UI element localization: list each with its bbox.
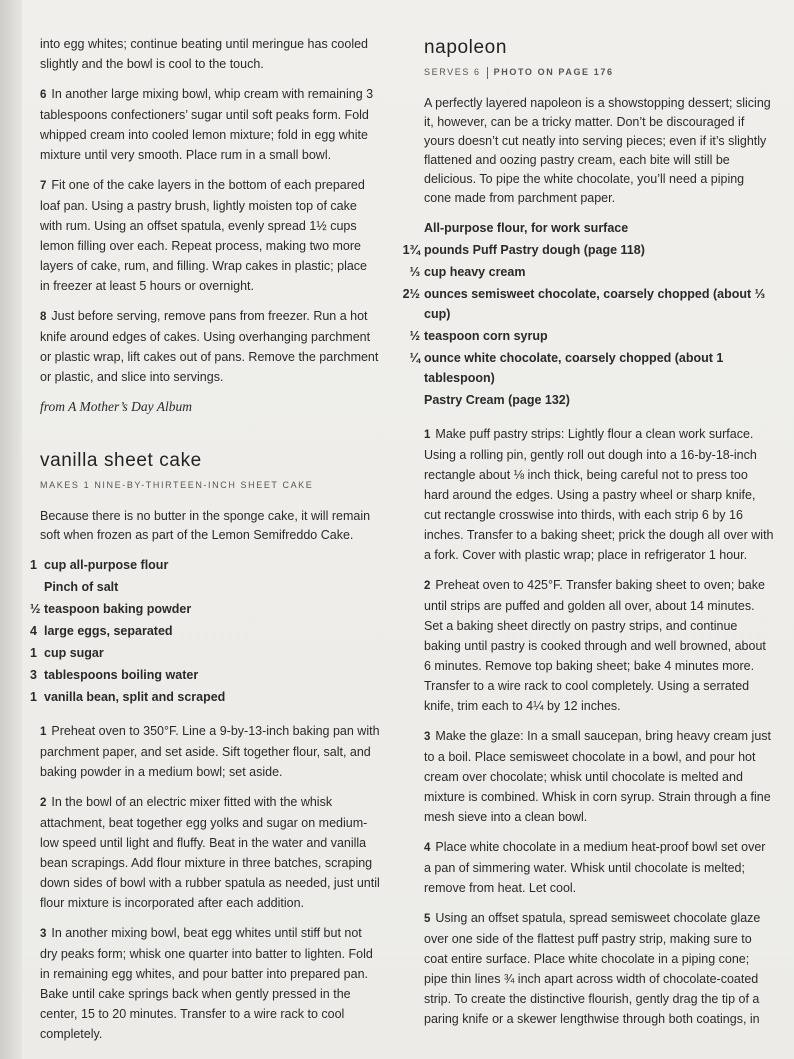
recipe-yield: MAKES 1 NINE-BY-THIRTEEN-INCH SHEET CAKE [40,480,314,490]
step-number: 6 [40,89,47,101]
step-8 [40,306,380,387]
napoleon-step-3: 3 Make the glaze: In a small saucepan, bring heavy cream just to a boil. Place semisweet chocolate in a bowl, and pour hot cream over chocolate; whisk until chocolate is melted and mixture is combined. Whisk in corn syrup. Strain through a fine mesh sieve into a clean bowl. [424,729,771,824]
napoleon-step-4: 4 Place white chocolate in a medium heat-proof bowl set over a pan of simmering water. Whisk until chocolate is melted; remove from heat. Let cool. [424,840,766,895]
step-number: 7 [40,180,47,192]
recipe-intro: Because there is no butter in the sponge cake, it will remain soft when frozen as part of the Lemon Semifreddo Cake. [40,509,371,542]
ingredient-item: Pinch of salt [44,580,119,594]
recipe-intro: A perfectly layered napoleon is a showstopping dessert; slicing it, however, can be a tricky matter. Don’t be discouraged if yours doesn’t cut neatly into serving pieces; even if it’s slightly flattened and oozing pastry cream, each bite will still be delicious. To pipe the white chocolate, you’ll need a piping cone made from parchment paper. [424,96,771,205]
ingredient-item: 4 large eggs, separated [30,624,173,638]
left-column [30,34,380,1054]
ingredient-item: 3 tablespoons boiling water [30,668,199,682]
ingredient-item: ½ teaspoon corn syrup [409,329,548,343]
napoleon-step-1: 1 Make puff pastry strips: Lightly flour a clean work surface. Using a rolling pin, gently roll out dough into a 16-by-18-inch rectangle about ⅛ inch thick, being careful not to press too hard around the edges. Using a pastry wheel or sharp knife, cut rectangle crosswise into thirds, with each strip 6 by 16 inches. Transfer to a baking sheet; prick the dough all over with a fork. Cover with plastic wrap; place in refrigerator 1 hour. [424,427,774,562]
continued-text: into egg whites; continue beating until meringue has cooled slightly and the bowl is cool to the touch. [40,37,368,71]
cookbook-page [22,0,794,1059]
ingredient-item: ½ teaspoon baking powder [30,602,192,616]
ingredient-item: 1¾ pounds Puff Pastry dough (page 118) [402,243,645,257]
recipe-title: vanilla sheet cake [40,450,202,471]
right-column [402,37,774,1039]
cake-step-1: 1 Preheat oven to 350°F. Line a 9-by-13-inch baking pan with parchment paper, and set aside. Sift together flour, salt, and baking powder in a medium bowl; set aside. [40,724,380,779]
photo-reference: PHOTO ON PAGE 176 [493,67,614,77]
recipe-source: from A Mother’s Day Album [40,399,193,414]
recipe-title: napoleon [424,37,507,58]
step-number: 8 [40,311,47,323]
ingredient-list [30,555,380,707]
ingredient-item: 1 cup sugar [30,646,104,660]
ingredient-list [402,218,774,410]
step-7 [40,175,380,296]
ingredient-item: 2½ ounces semisweet chocolate, coarsely chopped (about ⅓ cup) [402,287,766,321]
ingredient-item: All-purpose flour, for work surface [424,221,629,235]
serves: SERVES 6 [424,67,481,77]
ingredient-item: Pastry Cream (page 132) [424,393,570,407]
ingredient-item: ⅓ cup heavy cream [409,265,526,279]
step-text: Fit one of the cake layers in the bottom of each prepared loaf pan. Using a pastry brush, lightly moisten top of cake with rum. Using an offset spatula, evenly spread 1½ cups lemon filling over each. Repeat process, making two more layers of cake, rum, and filling. Wrap cakes in plastic; place in freezer at least 5 hours or overnight. [40,178,367,293]
napoleon-step-2: 2 Preheat oven to 425°F. Transfer baking sheet to oven; bake until strips are puffed and golden all over, about 14 minutes. Set a baking sheet directly on pastry strips, and continue baking until pastry is cooked through and well browned, about 6 minutes. Remove top baking sheet; bake 4 minutes more. Transfer to a wire rack to cool completely. Using a serrated knife, trim each to 4¼ by 12 inches. [424,578,766,713]
step-6 [40,84,380,165]
step-text: In another large mixing bowl, whip cream with remaining 3 tablespoons confectioners’ sugar until soft peaks form. Fold whipped cream into cooled lemon mixture; fold in egg white mixture until very smooth. Place rum in a small bowl. [40,87,374,162]
recipe-meta [424,62,774,82]
ingredient-item: ¼ ounce white chocolate, coarsely chopped (about 1 tablespoon) [409,351,724,385]
step-text: Just before serving, remove pans from freezer. Run a hot knife around edges of cakes. Using overhanging parchment or plastic wrap, lift cakes out of pans. Remove the parchment or plastic, and slice into servings. [40,309,379,384]
napoleon-step-5: 5 Using an offset spatula, spread semisweet chocolate glaze over one side of the flattest puff pastry strip, making sure to coat entire surface. Place white chocolate in a piping cone; pipe thin lines ¾ inch apart across width of chocolate-coated strip. To create the distinctive flourish, gently drag the tip of a paring knife or a skewer lengthwise through both coatings, in [424,911,761,1026]
cake-step-3: 3 In another mixing bowl, beat egg whites until stiff but not dry peaks form; whisk one quarter into batter to lighten. Fold in remaining egg whites, and pour batter into prepared pan. Bake until cake springs back when gently pressed in the center, 15 to 20 minutes. Transfer to a wire rack to cool completely. [40,926,373,1041]
ingredient-item: 1 cup all-purpose flour [30,558,169,572]
page-gutter [0,0,22,1059]
ingredient-item: 1 vanilla bean, split and scraped [30,690,226,704]
cake-step-2: 2 In the bowl of an electric mixer fitted with the whisk attachment, beat together egg yolks and sugar on medium-low speed until light and fluffy. Beat in the water and vanilla bean scrapings. Add flour mixture in three batches, scraping down sides of bowl with a rubber spatula as needed, just until flour mixture is incorporated after each addition. [40,795,380,910]
